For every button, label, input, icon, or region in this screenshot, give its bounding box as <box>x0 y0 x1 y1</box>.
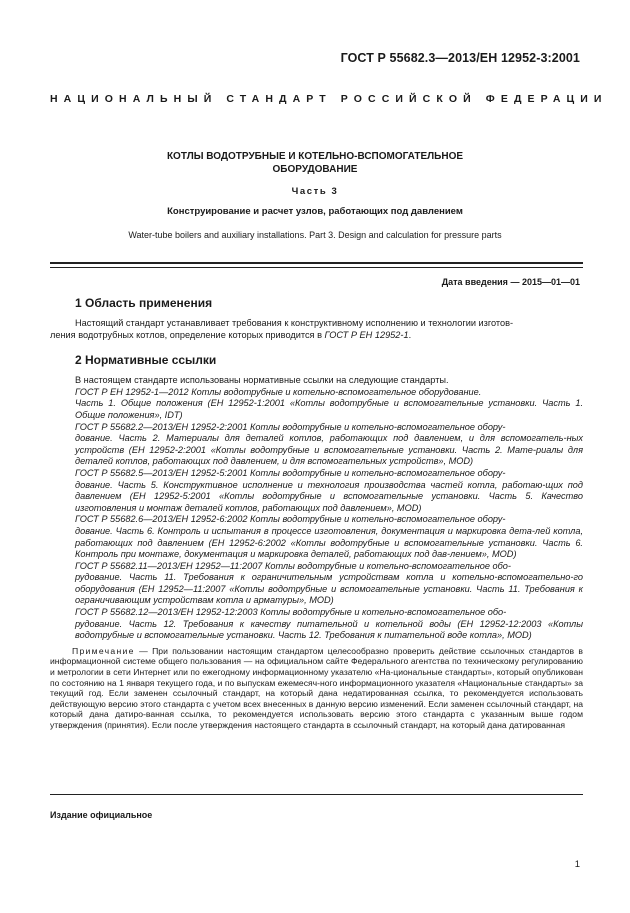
title-part: Часть 3 <box>291 186 339 197</box>
page-number: 1 <box>574 859 580 870</box>
document-body <box>50 296 584 731</box>
section-1-text <box>75 318 583 330</box>
reference-1-rest: Часть 1. Общие положения (ЕН 12952-1:2001 «Котлы водотрубные и вспомогательные установки. Часть 1. Общие положения», IDT) <box>75 398 583 420</box>
reference-6-rest: рудование. Часть 12. Требования к качеству питательной и котельной воды (ЕН 12952-12:2003 «Котлы водотрубные и вспомогательные установки. Часть 12. Требования к питательной воде котла», MOD) <box>75 618 583 641</box>
reference-item <box>75 607 583 642</box>
introduction-date <box>442 277 580 287</box>
reference-4-first: ГОСТ Р 55682.6—2013/ЕН 12952-6:2002 Котлы водотрубные и котельно-вспомогательное обору- <box>75 514 506 525</box>
document-code: ГОСТ Р 55682.3—2013/ЕН 12952-3:2001 <box>340 51 580 65</box>
reference-item <box>75 422 583 468</box>
reference-3-rest: дование. Часть 5. Конструктивное исполнение и технология производства частей котла, работаю-щих под давлением (ЕН 12952-5:2001 «Котлы водотрубные и вспомогательные установки. Часть 5. Качество изготовления и монтаж деталей котлов, работающих под давлением», MOD) <box>75 479 583 513</box>
note-text: — При пользовании настоящим стандартом целесообразно проверить действие ссылочных стандартов в информационной системе общего пользования — на официальном сайте Федерального агентства по техническому регулированию и метрологии в сети Интернет или по ежегодному информационному указателю «На-циональные стандарты», который опубликован по состоянию на 1 января текущего года, и по выпускам ежемесяч-ного информационного указателя «Национальные стандарты» за текущий год. Если заменен ссылочный стандарт, на который дана недатированная ссылка, то рекомендуется использовать действующую версию этого стандарта с учетом всех внесенных в данную версию изменений. Если заменен ссылочный стандарт, на который дана датиро-ванная ссылка, то рекомендуется использовать версию этого стандарта с указанным выше годом утверждения (принятия). Если после утверждения настоящего стандарта в ссылочный стандарт, на который дана датированная <box>50 645 584 730</box>
title-line-2: ОБОРУДОВАНИЕ <box>272 164 358 175</box>
title-line-1: КОТЛЫ ВОДОТРУБНЫЕ И КОТЕЛЬНО-ВСПОМОГАТЕЛЬНОЕ <box>166 151 464 162</box>
reference-3-first: ГОСТ Р 55682.5—2013/ЕН 12952-5:2001 Котлы водотрубные и котельно-вспомогательное обору- <box>75 467 506 478</box>
reference-1-first: ГОСТ Р ЕН 12952-1—2012 Котлы водотрубные и котельно-вспомогательное оборудование. <box>75 386 482 397</box>
introduction-date-value: — 2015—01—01 <box>510 277 580 287</box>
section-1-text-line-2: ления водотрубных котлов, определение которых приводится в <box>50 329 325 340</box>
title-rule-thin <box>50 267 583 268</box>
reference-item <box>75 468 583 514</box>
reference-6-first: ГОСТ Р 55682.12—2013/ЕН 12952-12:2003 Котлы водотрубные и котельно-вспомогательное обо- <box>75 607 507 618</box>
reference-2-rest: дование. Часть 2. Материалы для деталей котлов, работающих под давлением, и для вспомогатель-ных устройств (ЕН 12952-2:2001 «Котлы водотрубные и вспомогательные установки. Часть 2. Мате-риалы для деталей котлов, работающих под давлением, и для вспомогательных устройств», MOD) <box>75 433 583 467</box>
footer-rule <box>50 794 583 795</box>
title-block <box>50 150 580 240</box>
note-paragraph <box>50 646 583 731</box>
reference-item <box>75 561 583 607</box>
introduction-date-label: Дата введения <box>441 277 508 287</box>
edition-label: Издание официальное <box>50 810 153 820</box>
national-standard-heading: НАЦИОНАЛЬНЫЙ СТАНДАРТ РОССИЙСКОЙ ФЕДЕРАЦИИ <box>50 93 608 105</box>
reference-5-first: ГОСТ Р 55682.11—2013/ЕН 12952—11:2007 Котлы водотрубные и котельно-вспомогательное обо- <box>75 560 511 571</box>
title-rule-thick <box>50 262 583 264</box>
note-label: Примечание <box>72 645 135 656</box>
section-1-text-end: . <box>408 329 412 340</box>
section-1-text-cont <box>50 330 583 342</box>
section-1-heading: 1 Область применения <box>75 296 213 310</box>
reference-item <box>75 514 583 560</box>
title-english: Water-tube boilers and auxiliary installations. Part 3. Design and calculation for pressure parts <box>128 230 502 240</box>
section-2-heading: 2 Нормативные ссылки <box>75 353 217 368</box>
reference-item <box>75 387 583 422</box>
section-1-text-line-1: Настоящий стандарт устанавливает требования к конструктивному исполнению и технологии изготов- <box>75 318 514 328</box>
reference-list <box>75 387 583 642</box>
reference-4-rest: дование. Часть 6. Контроль и испытания в процессе изготовления, документация и маркировка дета-лей котла, работающих под давлением (ЕН 12952-6:2002 «Котлы водотрубные и вспомогательные установки. Часть 6. Контроль при монтаже, документация и маркировка деталей, работающих под дав-лением», MOD) <box>75 525 583 560</box>
section-2-intro: В настоящем стандарте использованы нормативные ссылки на следующие стандарты. <box>75 375 449 386</box>
section-1-reference: ГОСТ Р ЕН 12952-1 <box>324 329 409 340</box>
reference-5-rest: рудование. Часть 11. Требования к ограничительным устройствам котла и котельно-вспомогательно-го оборудования (ЕН 12952—11:2007 «Котлы водотрубные и вспомогательные установки. Часть 11. Требования к ограничивающим устройствам котла и арматуры», MOD) <box>75 572 583 606</box>
reference-2-first: ГОСТ Р 55682.2—2013/ЕН 12952-2:2001 Котлы водотрубные и котельно-вспомогательное обору- <box>75 421 506 432</box>
title-subtitle: Конструирование и расчет узлов, работающих под давлением <box>167 206 463 217</box>
